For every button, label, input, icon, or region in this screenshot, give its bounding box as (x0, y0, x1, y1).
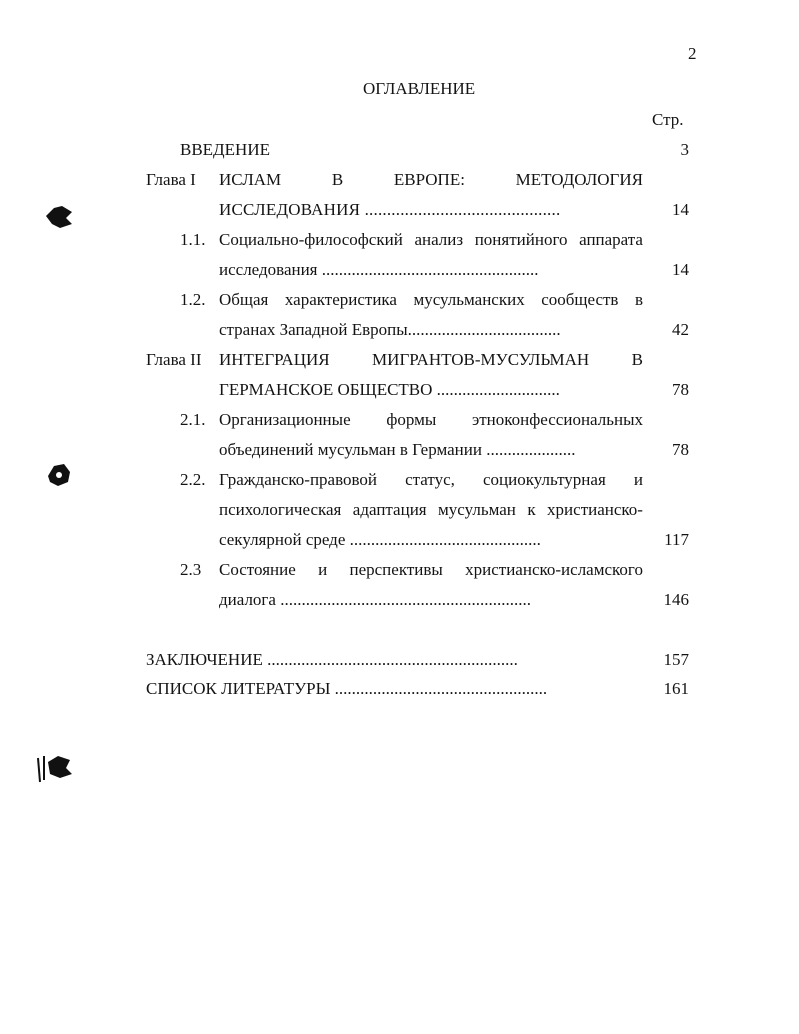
section-2-2-line2[interactable] (219, 500, 643, 520)
toc-page-intro: 3 (680, 140, 689, 159)
page-column-label: Стр. (652, 110, 684, 129)
section-number: 2.2. (180, 470, 206, 489)
chapter-2-word: ИНТЕГРАЦИЯ (219, 350, 330, 369)
scan-blot-2 (44, 460, 74, 490)
section-word: к (527, 500, 536, 519)
section-2-1-line1[interactable] (219, 410, 643, 430)
section-word: Организационные (219, 410, 351, 429)
section-word: социокультурная (483, 470, 606, 489)
section-word: формы (386, 410, 437, 429)
section-word: Общая (219, 290, 269, 309)
section-word: в (634, 290, 643, 309)
section-number: 2.3 (180, 560, 202, 579)
toc-page-section-1-1: 14 (672, 260, 689, 279)
section-word: мусульман (438, 500, 516, 519)
chapter-2-title-line1[interactable] (219, 350, 643, 370)
toc-page-section-2-1: 78 (672, 440, 689, 459)
section-1-1-line1[interactable] (219, 230, 643, 250)
section-number: 1.2. (180, 290, 206, 309)
chapter-2-word: МИГРАНТОВ-МУСУЛЬМАН (372, 350, 590, 369)
section-word: характеристика (284, 290, 397, 309)
section-2-2-line1[interactable] (219, 470, 643, 490)
scan-blot-1 (42, 202, 76, 232)
section-word: перспективы (349, 560, 443, 579)
section-number: 1.1. (180, 230, 206, 249)
toc-title: ОГЛАВЛЕНИЕ (363, 79, 476, 98)
page-number: 2 (688, 44, 697, 63)
chapter-1-word: В (331, 170, 344, 189)
section-2-3-line2[interactable]: диалога ........................................................... (219, 590, 531, 609)
toc-page-bibliography: 161 (663, 679, 689, 698)
section-word: понятийного (474, 230, 568, 249)
toc-entry-conclusion[interactable]: ЗАКЛЮЧЕНИЕ ........................................................... (146, 650, 518, 669)
section-2-2-line3[interactable]: секулярной среде ............................................. (219, 530, 541, 549)
section-2-3-line1[interactable] (219, 560, 643, 580)
section-word: Гражданско-правовой (219, 470, 378, 489)
section-1-2-line2[interactable]: странах Западной Европы.................................... (219, 320, 561, 339)
section-word: Социально-философский (219, 230, 403, 249)
section-word: Состояние (219, 560, 296, 579)
chapter-2-word: В (631, 350, 643, 369)
section-word: статус, (405, 470, 455, 489)
toc-page-section-2-3: 146 (663, 590, 689, 609)
section-word: психологическая (219, 500, 342, 519)
section-word: сообществ (541, 290, 619, 309)
toc-page-section-2-2: 117 (664, 530, 689, 549)
toc-page-chapter-1: 14 (672, 200, 689, 219)
chapter-1-title-line2[interactable]: ИССЛЕДОВАНИЯ ............................................ (219, 200, 561, 219)
toc-page-conclusion: 157 (663, 650, 689, 669)
chapter-2-label: Глава II (146, 350, 202, 369)
section-word: христианско-исламского (465, 560, 643, 579)
chapter-2-title-line2[interactable]: ГЕРМАНСКОЕ ОБЩЕСТВО ............................. (219, 380, 560, 399)
section-word: этноконфессиональных (471, 410, 643, 429)
section-number: 2.1. (180, 410, 206, 429)
toc-page-chapter-2: 78 (672, 380, 689, 399)
toc-entry-intro[interactable]: ВВЕДЕНИЕ (180, 140, 270, 159)
section-word: адаптация (352, 500, 427, 519)
chapter-1-word: ИСЛАМ (219, 170, 282, 189)
chapter-1-title-line1[interactable] (219, 170, 643, 190)
section-1-1-line2[interactable]: исследования ................................................... (219, 260, 539, 279)
section-word: и (633, 470, 643, 489)
chapter-1-word: МЕТОДОЛОГИЯ (515, 170, 643, 189)
section-word: аппарата (579, 230, 643, 249)
chapter-1-label: Глава I (146, 170, 196, 189)
section-word: мусульманских (413, 290, 525, 309)
section-word: анализ (414, 230, 464, 249)
chapter-1-word: ЕВРОПЕ: (393, 170, 465, 189)
section-1-2-line1[interactable] (219, 290, 643, 310)
toc-page-section-1-2: 42 (672, 320, 689, 339)
section-word: и (318, 560, 328, 579)
scan-blot-3 (36, 752, 76, 788)
section-word: христианско- (547, 500, 643, 519)
section-2-1-line2[interactable]: объединений мусульман в Германии ..................... (219, 440, 576, 459)
toc-entry-bibliography[interactable]: СПИСОК ЛИТЕРАТУРЫ .................................................. (146, 679, 548, 698)
